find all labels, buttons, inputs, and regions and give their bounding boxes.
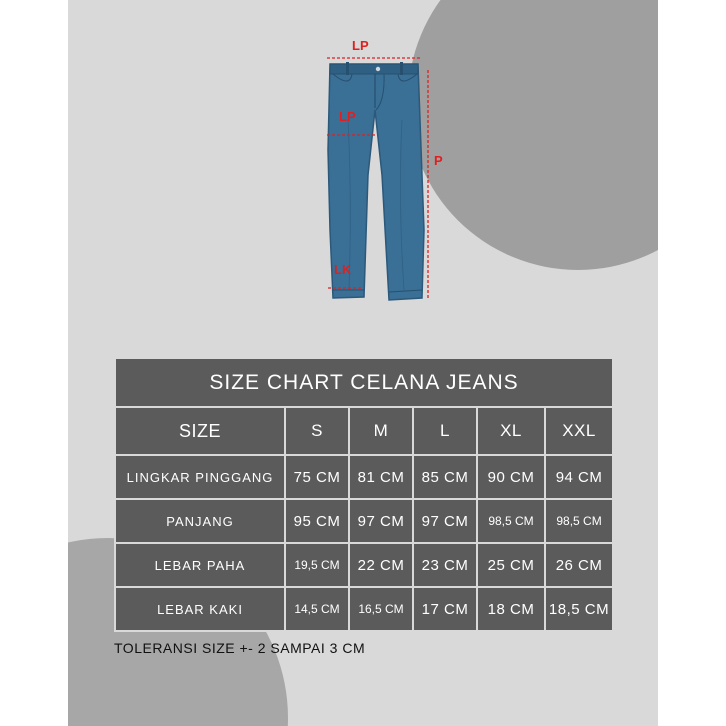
table-cell: 85 CM bbox=[413, 455, 477, 499]
table-cell: 25 CM bbox=[477, 543, 545, 587]
size-xl: XL bbox=[477, 407, 545, 455]
size-chart bbox=[114, 357, 612, 632]
table-cell: 94 CM bbox=[545, 455, 613, 499]
waist-label: LP bbox=[352, 38, 369, 53]
size-table bbox=[114, 357, 614, 632]
size-s: S bbox=[285, 407, 349, 455]
table-row bbox=[115, 455, 613, 499]
length-label: P bbox=[434, 153, 443, 168]
table-cell: 98,5 CM bbox=[477, 499, 545, 543]
table-cell: 18,5 CM bbox=[545, 587, 613, 631]
table-row bbox=[115, 499, 613, 543]
table-cell: 98,5 CM bbox=[545, 499, 613, 543]
table-cell: 19,5 CM bbox=[285, 543, 349, 587]
table-cell: 26 CM bbox=[545, 543, 613, 587]
table-cell: 14,5 CM bbox=[285, 587, 349, 631]
table-cell: 97 CM bbox=[413, 499, 477, 543]
table-row bbox=[115, 587, 613, 631]
row-label-waist: LINGKAR PINGGANG bbox=[115, 455, 285, 499]
table-title: SIZE CHART CELANA JEANS bbox=[115, 358, 613, 407]
row-label-leg: LEBAR KAKI bbox=[115, 587, 285, 631]
table-cell: 16,5 CM bbox=[349, 587, 413, 631]
table-cell: 90 CM bbox=[477, 455, 545, 499]
jeans-illustration bbox=[0, 0, 726, 330]
leg-label: LK bbox=[334, 262, 352, 277]
table-cell: 18 CM bbox=[477, 587, 545, 631]
table-cell: 95 CM bbox=[285, 499, 349, 543]
table-cell: 75 CM bbox=[285, 455, 349, 499]
table-cell: 81 CM bbox=[349, 455, 413, 499]
table-cell: 22 CM bbox=[349, 543, 413, 587]
thigh-label: LP bbox=[339, 109, 356, 124]
row-label-length: PANJANG bbox=[115, 499, 285, 543]
size-header: SIZE bbox=[115, 407, 285, 455]
size-xxl: XXL bbox=[545, 407, 613, 455]
tolerance-note: TOLERANSI SIZE +- 2 SAMPAI 3 CM bbox=[114, 640, 366, 656]
table-cell: 23 CM bbox=[413, 543, 477, 587]
table-row bbox=[115, 543, 613, 587]
size-l: L bbox=[413, 407, 477, 455]
table-cell: 97 CM bbox=[349, 499, 413, 543]
table-cell: 17 CM bbox=[413, 587, 477, 631]
table-header-row bbox=[115, 407, 613, 455]
row-label-thigh: LEBAR PAHA bbox=[115, 543, 285, 587]
size-m: M bbox=[349, 407, 413, 455]
